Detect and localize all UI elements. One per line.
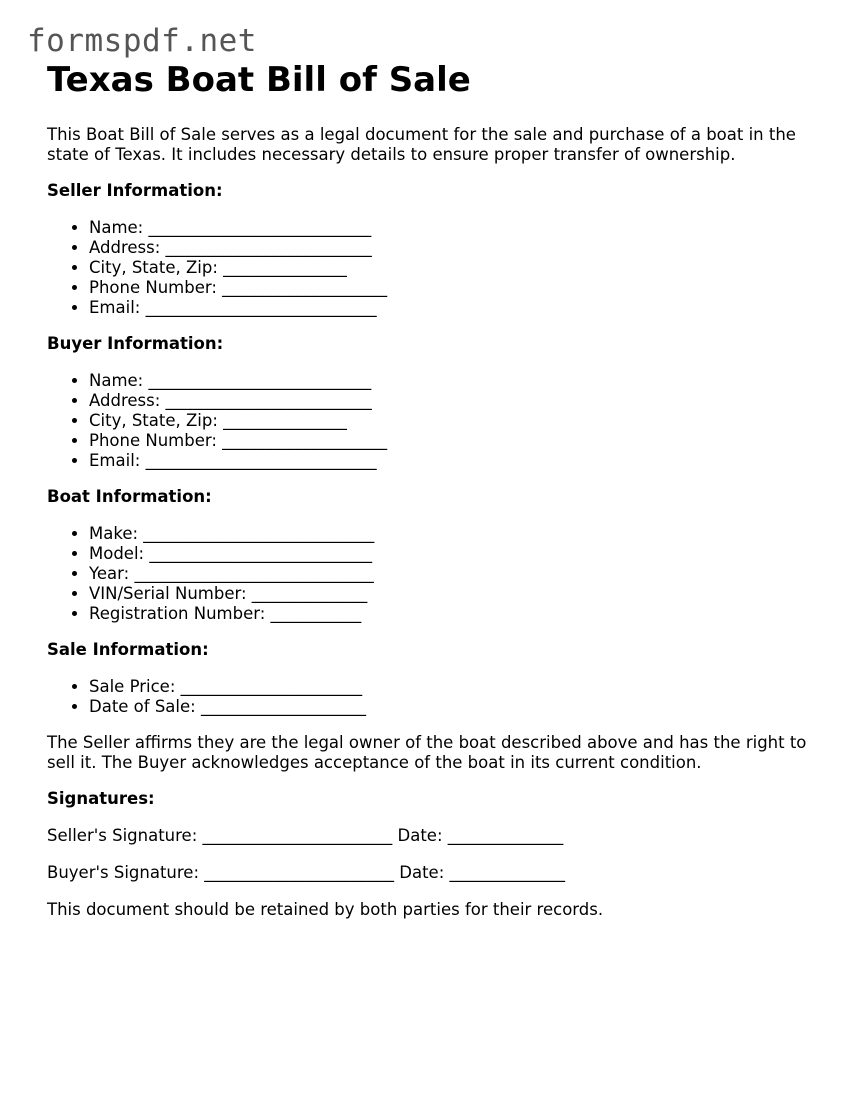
- seller-name-field: • Name: ___________________________: [89, 218, 837, 238]
- seller-email-field: • Email: ____________________________: [89, 298, 837, 318]
- sale-date-field: • Date of Sale: ____________________: [89, 697, 837, 717]
- seller-signature-line: Seller's Signature: _______________________ Date: ______________: [47, 826, 564, 845]
- closing-paragraph: This document should be retained by both parties for their records.: [47, 900, 604, 919]
- buyer-field-list: [47, 371, 837, 471]
- buyer-city-state-zip-field: • City, State, Zip: _______________: [89, 411, 837, 431]
- boat-registration-field: • Registration Number: ___________: [89, 604, 837, 624]
- sale-price-field: • Sale Price: ______________________: [89, 677, 837, 697]
- seller-heading: Seller Information:: [47, 181, 223, 200]
- sale-heading: Sale Information:: [47, 640, 209, 659]
- boat-field-list: [47, 524, 837, 624]
- buyer-signature-line: Buyer's Signature: _______________________ Date: ______________: [47, 863, 565, 882]
- seller-city-state-zip-field: • City, State, Zip: _______________: [89, 258, 837, 278]
- seller-phone-field: • Phone Number: ____________________: [89, 278, 837, 298]
- boat-make-field: • Make: ____________________________: [89, 524, 837, 544]
- buyer-email-field: • Email: ____________________________: [89, 451, 837, 471]
- boat-vin-field: • VIN/Serial Number: ______________: [89, 584, 837, 604]
- seller-field-list: [47, 218, 837, 318]
- watermark: formspdf.net: [27, 23, 257, 59]
- signatures-heading: Signatures:: [47, 789, 155, 808]
- buyer-phone-field: • Phone Number: ____________________: [89, 431, 837, 451]
- document-title: Texas Boat Bill of Sale: [47, 60, 471, 100]
- buyer-address-field: • Address: _________________________: [89, 391, 837, 411]
- boat-heading: Boat Information:: [47, 487, 212, 506]
- boat-model-field: • Model: ___________________________: [89, 544, 837, 564]
- affirmation-paragraph: The Seller affirms they are the legal owner of the boat described above and has the right to sell it. The Buyer acknowledges acceptance of the boat in its current condition.: [47, 733, 807, 772]
- seller-address-field: • Address: _________________________: [89, 238, 837, 258]
- intro-paragraph: This Boat Bill of Sale serves as a legal document for the sale and purchase of a boat in the state of Texas. It includes necessary details to ensure proper transfer of ownership.: [47, 125, 796, 164]
- buyer-heading: Buyer Information:: [47, 334, 224, 353]
- buyer-name-field: • Name: ___________________________: [89, 371, 837, 391]
- sale-field-list: [47, 677, 837, 717]
- document-body: [47, 60, 837, 920]
- boat-year-field: • Year: _____________________________: [89, 564, 837, 584]
